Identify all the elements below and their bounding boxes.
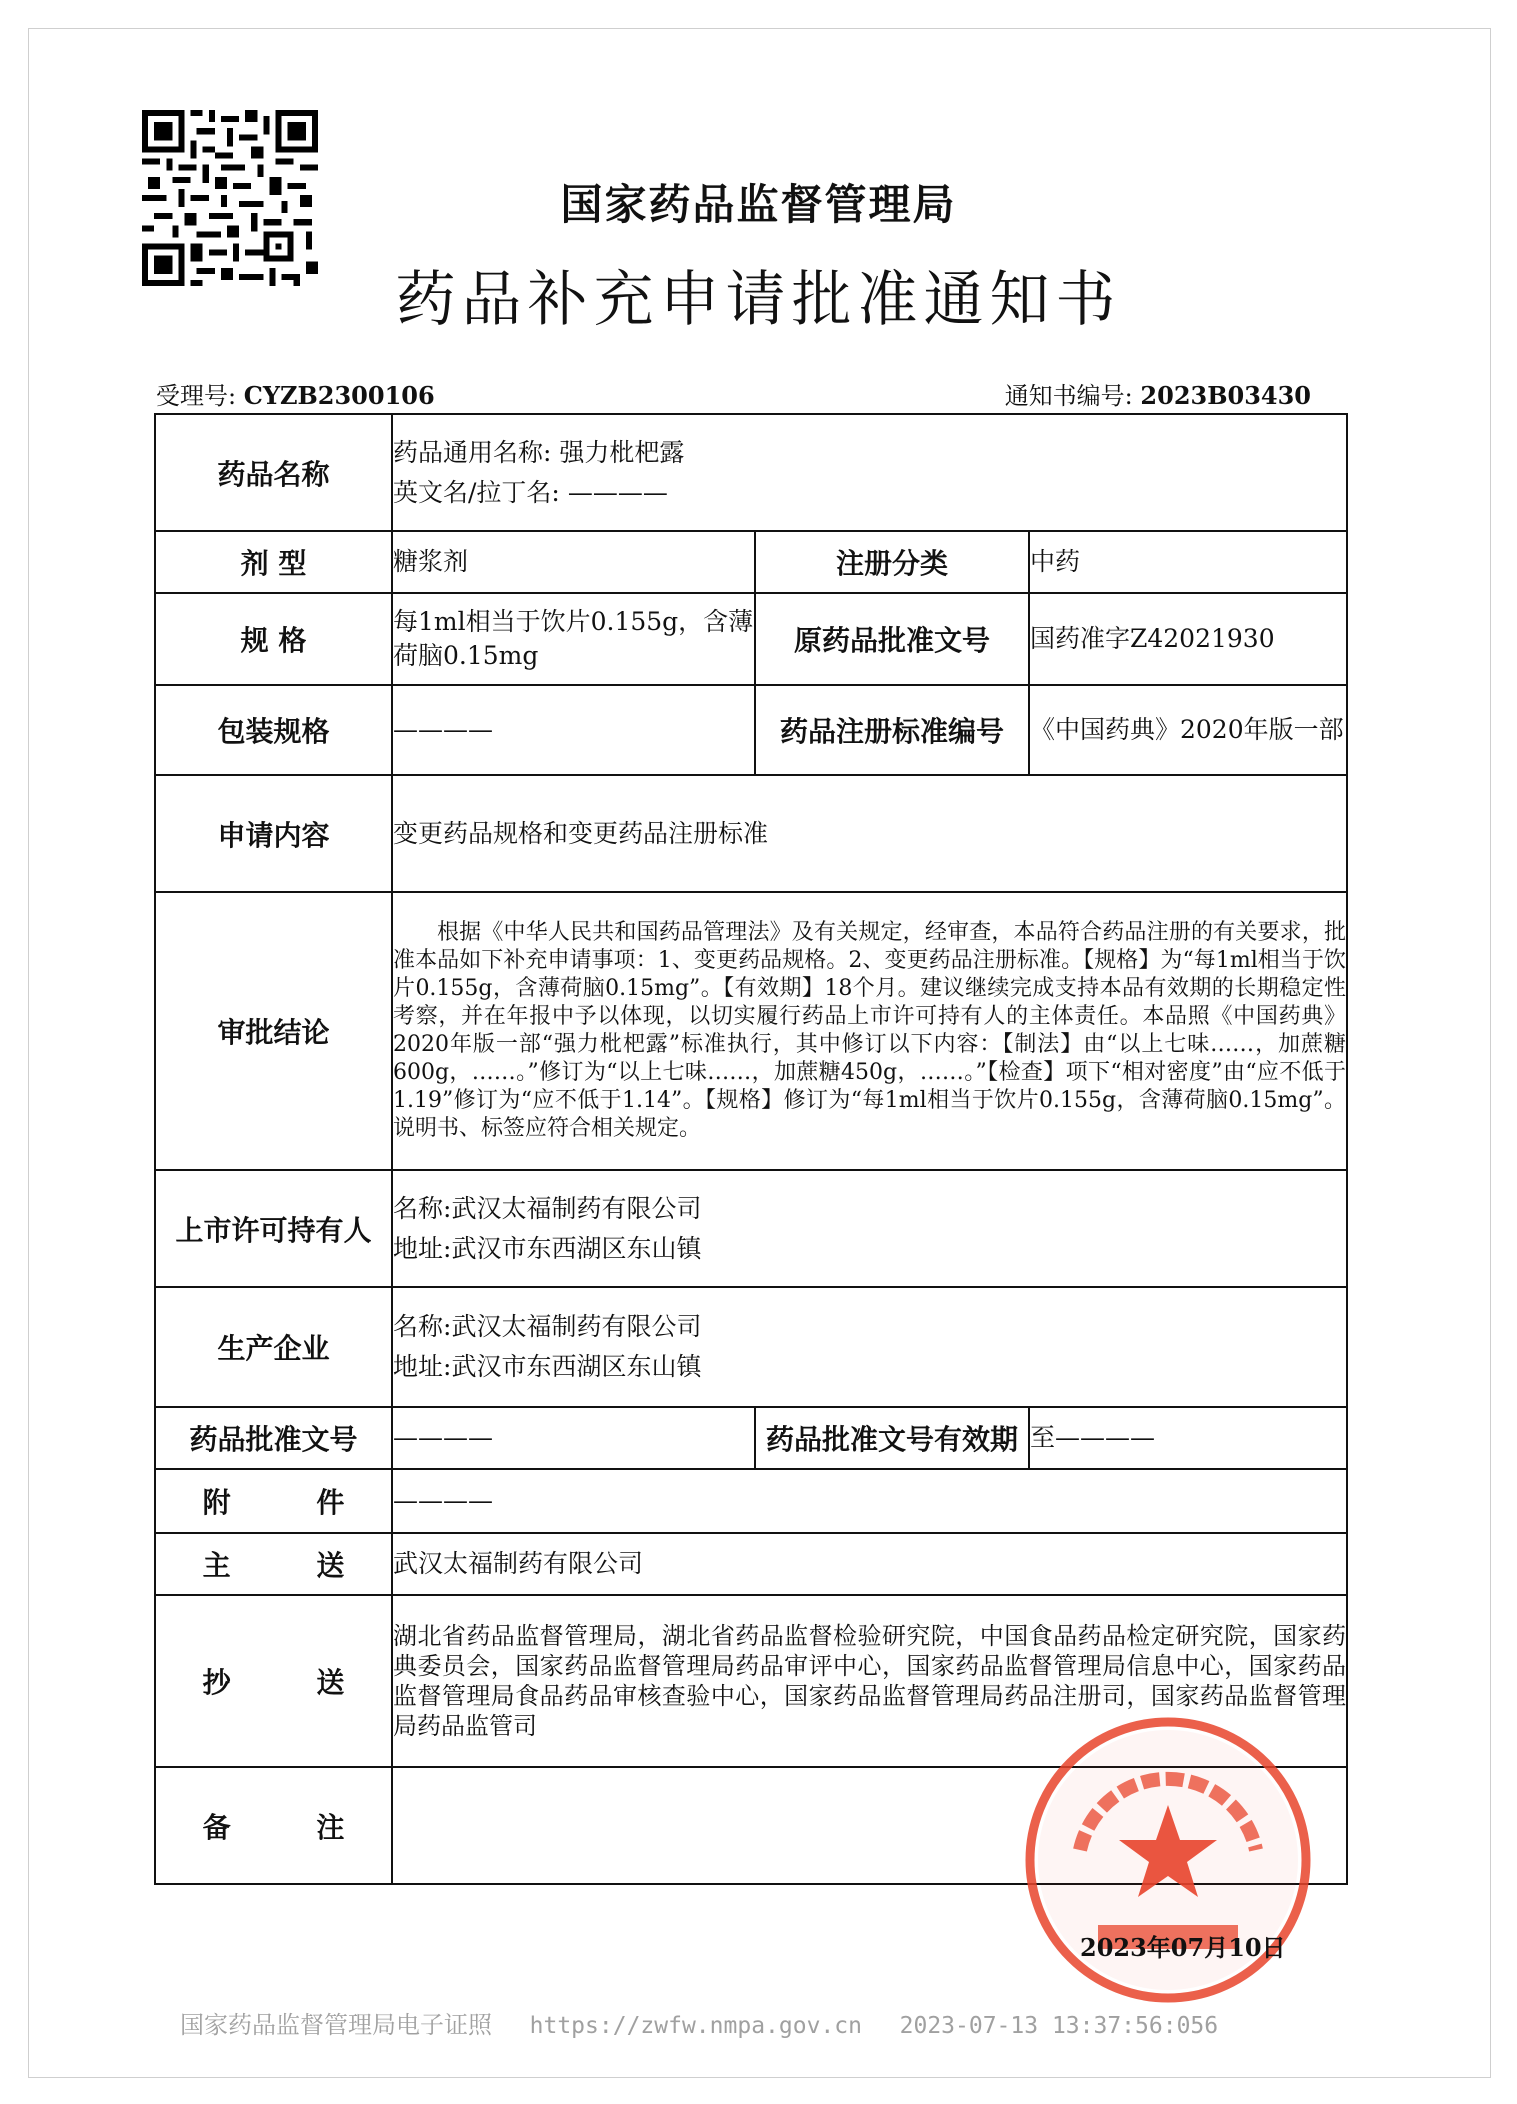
original-approval-number-label: 原药品批准文号 xyxy=(755,593,1029,685)
row-package-spec xyxy=(155,685,1347,775)
acceptance-number-label: 受理号: xyxy=(156,382,237,410)
send-to-value: 武汉太福制药有限公司 xyxy=(392,1533,1347,1595)
mah-name xyxy=(393,1189,1346,1229)
row-specification xyxy=(155,593,1347,685)
drug-name-value xyxy=(392,414,1347,531)
package-spec-value: ———— xyxy=(392,685,755,775)
row-approval-conclusion xyxy=(155,892,1347,1170)
generic-name xyxy=(393,433,1346,473)
mah-address-value: 武汉市东西湖区东山镇 xyxy=(451,1233,702,1263)
row-approval-number xyxy=(155,1407,1347,1469)
footer-label: 国家药品监督管理局电子证照 xyxy=(180,2011,492,2039)
manufacturer-address-value: 武汉市东西湖区东山镇 xyxy=(451,1352,702,1381)
manufacturer-value xyxy=(392,1287,1347,1407)
original-approval-number-value: 国药准字Z42021930 xyxy=(1029,593,1347,685)
manufacturer-address-label: 地址: xyxy=(393,1352,452,1381)
registration-category-value: 中药 xyxy=(1029,531,1347,593)
row-application-content xyxy=(155,775,1347,892)
acceptance-number-value: CYZB2300106 xyxy=(243,381,435,410)
manufacturer-name xyxy=(393,1307,1346,1347)
official-seal-icon xyxy=(1018,1710,1318,2010)
cc-label: 抄 送 xyxy=(155,1595,392,1767)
dosage-form-label: 剂 型 xyxy=(155,531,392,593)
footer-url[interactable]: https://zwfw.nmpa.gov.cn xyxy=(529,2013,862,2039)
manufacturer-name-label: 名称: xyxy=(393,1312,452,1341)
notice-number-label: 通知书编号: xyxy=(1004,382,1133,410)
stamp-date: 2023年07月10日 xyxy=(1080,1933,1286,1962)
mah-address xyxy=(393,1229,1346,1269)
approval-validity-value: 至———— xyxy=(1029,1407,1347,1469)
mah-name-value: 武汉太福制药有限公司 xyxy=(451,1193,702,1223)
row-dosage-form xyxy=(155,531,1347,593)
row-mah xyxy=(155,1170,1347,1287)
approval-validity-label: 药品批准文号有效期 xyxy=(755,1407,1029,1469)
registration-standard-number-label: 药品注册标准编号 xyxy=(755,685,1029,775)
manufacturer-label: 生产企业 xyxy=(155,1287,392,1407)
mah-address-label: 地址: xyxy=(393,1233,452,1263)
attachment-label: 附 件 xyxy=(155,1469,392,1533)
application-content-label: 申请内容 xyxy=(155,775,392,892)
footer xyxy=(180,2005,1218,2040)
english-name-value: ———— xyxy=(567,477,668,507)
notice-number xyxy=(1005,376,1311,411)
application-content-value: 变更药品规格和变更药品注册标准 xyxy=(392,775,1347,892)
mah-label: 上市许可持有人 xyxy=(155,1170,392,1287)
send-to-label: 主 送 xyxy=(155,1533,392,1595)
registration-standard-number-value: 《中国药典》2020年版一部 xyxy=(1029,685,1347,775)
footer-timestamp: 2023-07-13 13:37:56:056 xyxy=(899,2013,1219,2039)
remarks-label: 备 注 xyxy=(155,1767,392,1884)
approval-number-value: ———— xyxy=(392,1407,755,1469)
cc-value: 湖北省药品监督管理局，湖北省药品监督检验研究院，中国食品药品检定研究院，国家药典委员会，国家药品监督管理局药品审评中心，国家药品监督管理局信息中心，国家药品监督管理局食品药品审核查验中心，国家药品监督管理局药品注册司，国家药品监督管理局药品监管司 xyxy=(392,1595,1347,1767)
registration-category-label: 注册分类 xyxy=(755,531,1029,593)
document-title: 药品补充申请批准通知书 xyxy=(395,265,1122,335)
package-spec-label: 包装规格 xyxy=(155,685,392,775)
attachment-value: ———— xyxy=(392,1469,1347,1533)
acceptance-number xyxy=(156,376,435,411)
row-attachment xyxy=(155,1469,1347,1533)
approval-conclusion-label: 审批结论 xyxy=(155,892,392,1170)
approval-conclusion-value: 根据《中华人民共和国药品管理法》及有关规定，经审查，本品符合药品注册的有关要求，批准本品如下补充申请事项：1、变更药品规格。2、变更药品注册标准。【规格】为“每1ml相当于饮片0.155g，含薄荷脑0.15mg”。【有效期】18个月。建议继续完成支持本品有效期的长期稳定性考察，并在年报中予以体现，以切实履行药品上市许可持有人的主体责任。本品照《中国药典》2020年版一部“强力枇杷露”标准执行，其中修订以下内容：【制法】由“以上七味……，加蔗糖600g，……。”修订为“以上七味……，加蔗糖450g，……。”【检查】项下“相对密度”由“应不低于1.19”修订为“应不低于1.14”。【规格】修订为“每1ml相当于饮片0.155g，含薄荷脑0.15mg”。说明书、标签应符合相关规定。 xyxy=(392,892,1347,1170)
approval-number-label: 药品批准文号 xyxy=(155,1407,392,1469)
specification-label: 规 格 xyxy=(155,593,392,685)
english-name xyxy=(393,473,1346,513)
specification-value: 每1ml相当于饮片0.155g，含薄荷脑0.15mg xyxy=(392,593,755,685)
approval-table xyxy=(154,413,1348,1885)
manufacturer-address xyxy=(393,1347,1346,1387)
drug-name-label: 药品名称 xyxy=(155,414,392,531)
generic-name-label: 药品通用名称: xyxy=(393,437,552,467)
row-send-to xyxy=(155,1533,1347,1595)
notice-number-value: 2023B03430 xyxy=(1140,381,1311,410)
row-drug-name xyxy=(155,414,1347,531)
mah-name-label: 名称: xyxy=(393,1193,452,1223)
manufacturer-name-value: 武汉太福制药有限公司 xyxy=(451,1312,702,1341)
row-manufacturer xyxy=(155,1287,1347,1407)
generic-name-value: 强力枇杷露 xyxy=(559,437,685,467)
mah-value xyxy=(392,1170,1347,1287)
agency-title: 国家药品监督管理局 xyxy=(560,180,957,229)
english-name-label: 英文名/拉丁名: xyxy=(393,477,560,507)
dosage-form-value: 糖浆剂 xyxy=(392,531,755,593)
